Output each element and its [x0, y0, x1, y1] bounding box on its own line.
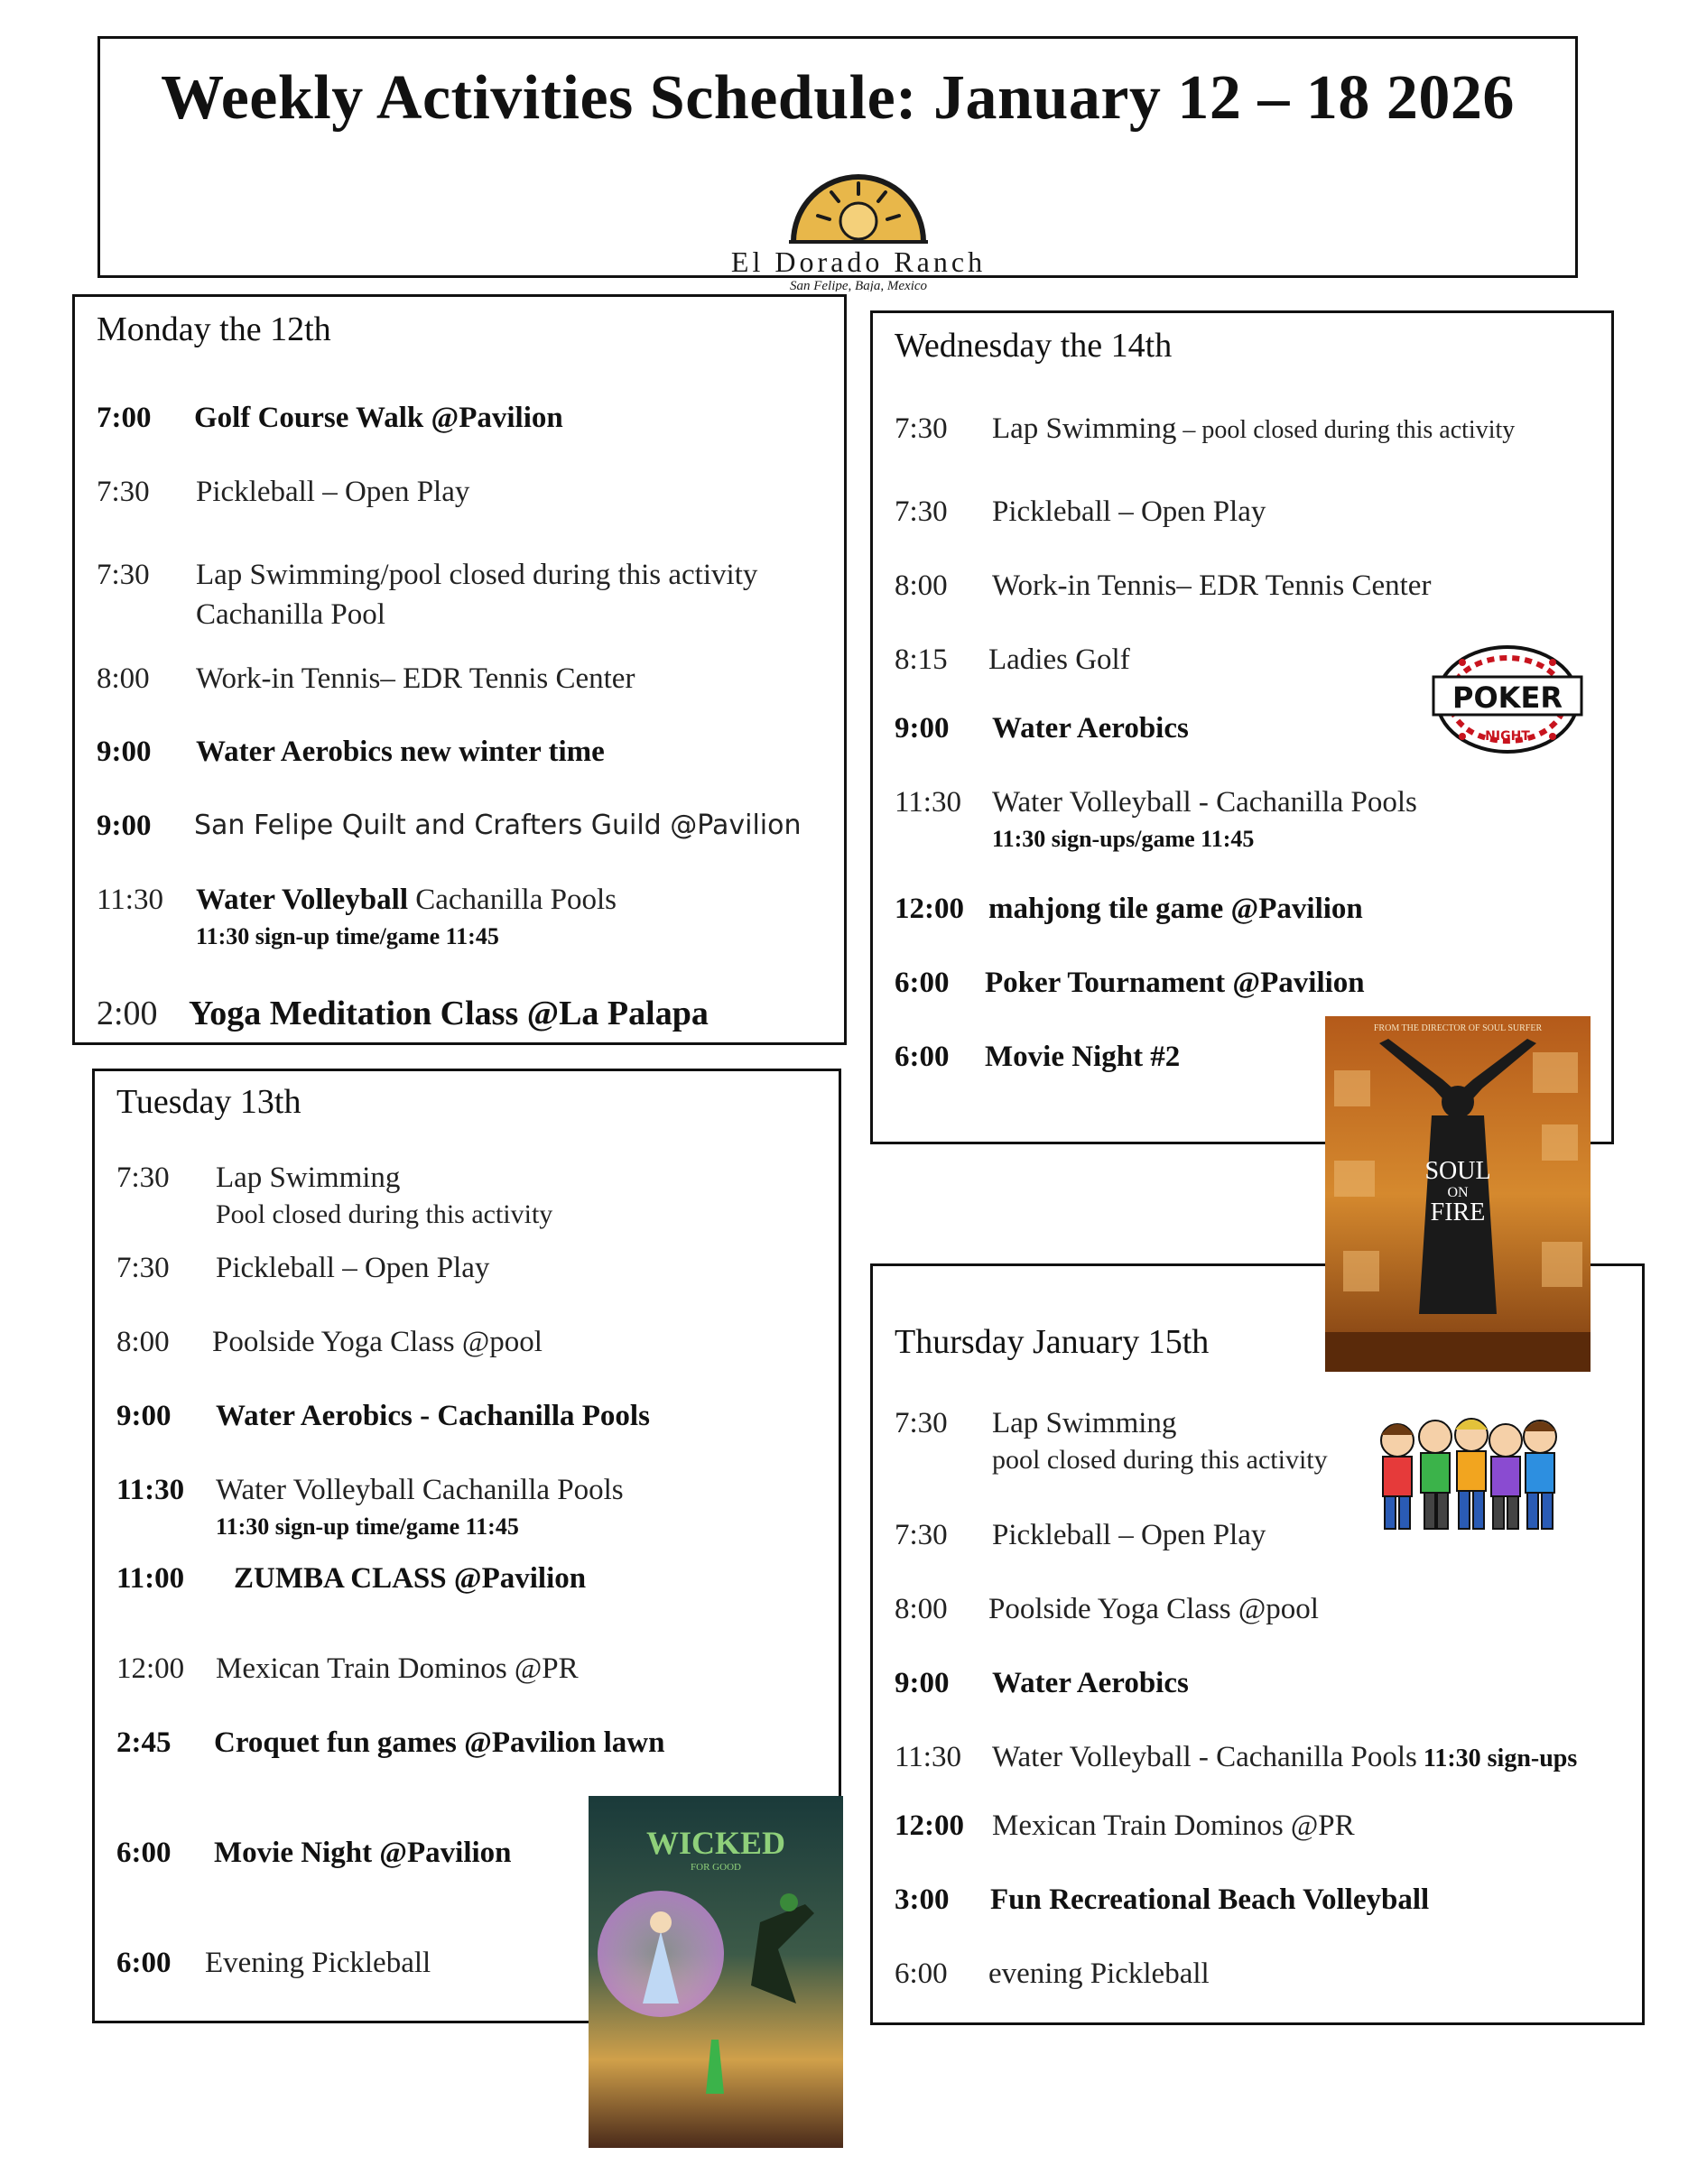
thursday-title: Thursday January 15th	[895, 1323, 1210, 1361]
page-title: Weekly Activities Schedule: January 12 – 18 2026	[161, 63, 1515, 133]
wednesday-title: Wednesday the 14th	[895, 327, 1173, 365]
monday-title: Monday the 12th	[97, 310, 331, 348]
wicked-sub: FOR GOOD	[691, 1862, 741, 1873]
list-item-detail: 11:30 sign-ups/game 11:45	[992, 826, 1255, 852]
wicked-poster	[589, 1796, 843, 2148]
wednesday-box: Wednesday the 14th 7:30 Lap Swimming – pool closed during this activity 7:30 Pickleball – Open Play 8:00 Work-in Tennis– EDR Tennis Center 8:15 Ladies Golf 9:00 Water Aerobics 11:30 Water Volleyball - Cachanilla Pools 11:30 sign-ups/game 11:45 12:00 mahjong tile game @Pavilion 6:00 Poker Tournament @Pavilion 6:00 Movie Night #2	[870, 310, 1614, 1144]
list-item-detail: pool closed during this activity	[992, 1445, 1328, 1475]
logo-name: El Dorado Ranch	[730, 245, 987, 278]
header-box	[97, 36, 1578, 292]
kids-clipart	[1361, 1413, 1569, 1540]
list-item-detail: Pool closed during this activity	[216, 1199, 553, 1229]
thursday-box: Thursday January 15th 7:30 Lap Swimming pool closed during this activity 7:30 Pickleball – Open Play 8:00 Poolside Yoga Class @pool 9:00 Water Aerobics 11:30 Water Volleyball - Cachanilla Pools 11:30 sign-ups 12:00 Mexican Train Dominos @PR 3:00 Fun Recreational Beach Volleyball 6:00 evening Pickleball	[870, 1263, 1645, 2025]
logo-sub: San Felipe, Baja, Mexico	[789, 279, 928, 292]
list-item-detail: Cachanilla Pool	[196, 598, 385, 631]
tuesday-box: Tuesday 13th 7:30 Lap Swimming Pool closed during this activity 7:30 Pickleball – Open Play 8:00 Poolside Yoga Class @pool 9:00 Water Aerobics - Cachanilla Pools 11:30 Water Volleyball Cachanilla Pools 11:30 sign-up time/game 11:45 11:00 ZUMBA CLASS @Pavilion 12:00 Mexican Train Dominos @PR 2:45 Croquet fun games @Pavilion lawn 6:00 Movie Night @Pavilion 6:00 Evening Pickleball	[92, 1069, 841, 2023]
poker-night-image	[1426, 643, 1589, 756]
soul-title-2: ON	[1447, 1185, 1469, 1200]
soul-title-1: SOUL	[1424, 1157, 1491, 1185]
list-item-detail: 11:30 sign-up time/game 11:45	[196, 923, 499, 949]
soul-title-3: FIRE	[1430, 1198, 1486, 1226]
list-item-detail: 11:30 sign-up time/game 11:45	[216, 1513, 519, 1540]
poker-sub: NIGHT	[1485, 729, 1530, 744]
tuesday-title: Tuesday 13th	[116, 1083, 301, 1121]
el-dorado-ranch-logo	[703, 147, 1014, 292]
monday-box: Monday the 12th 7:00 Golf Course Walk @Pavilion 7:30 Pickleball – Open Play 7:30 Lap Swimming/pool closed during this activity Cachanilla Pool 8:00 Work-in Tennis– EDR Tennis Center 9:00 Water Aerobics new winter time 9:00 San Felipe Quilt and Crafters Guild @Pavilion 11:30 Water Volleyball Cachanilla Pools 11:30 sign-up time/game 11:45 2:00 Yoga Meditation Class @La Palapa	[72, 294, 847, 1045]
poker-text: POKER	[1452, 680, 1563, 715]
soul-on-fire-poster	[1325, 1016, 1591, 1372]
soul-top-text: FROM THE DIRECTOR OF SOUL SURFER	[1373, 1023, 1543, 1033]
wicked-title: WICKED	[645, 1825, 786, 1861]
